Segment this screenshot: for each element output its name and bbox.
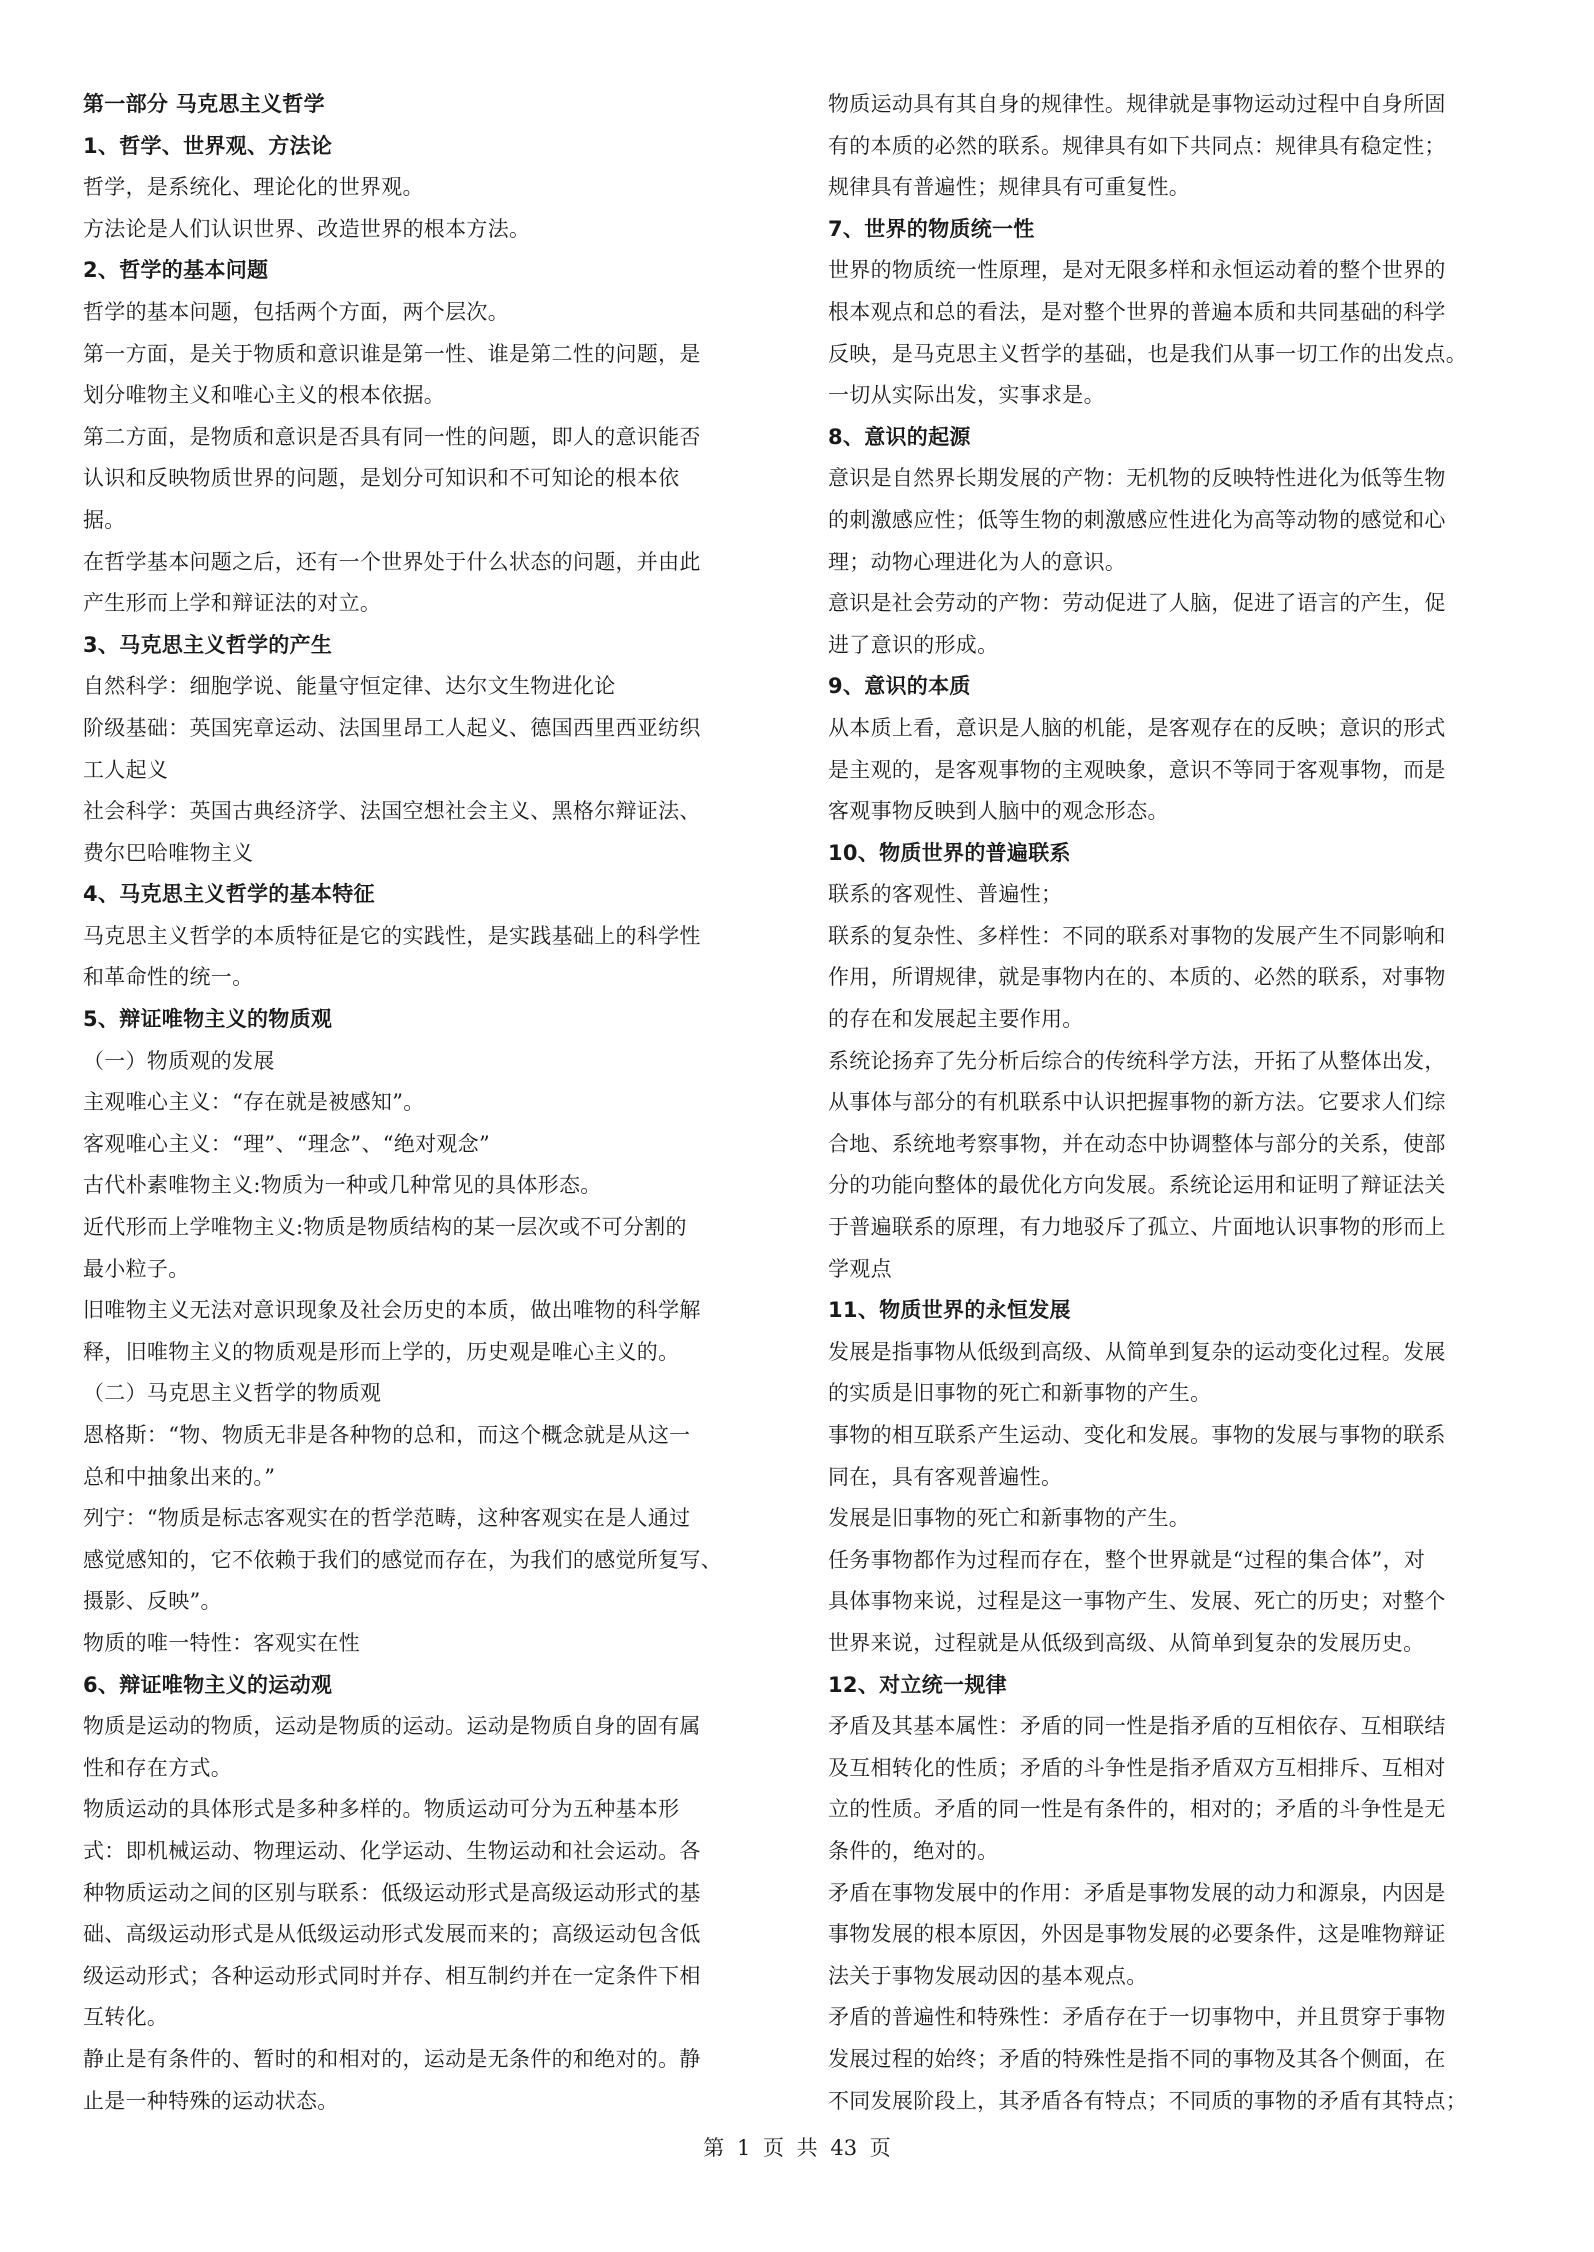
text-line: 意识是社会劳动的产物：劳动促进了人脑，促进了语言的产生，促 [828, 591, 1446, 616]
section-heading: 1、哲学、世界观、方法论 [83, 133, 333, 158]
text-line: 客观唯心主义：“理”、“理念”、“绝对观念” [83, 1131, 491, 1156]
text-line: 同在，具有客观普遍性。 [828, 1464, 1063, 1489]
text-line: 反映，是马克思主义哲学的基础，也是我们从事一切工作的出发点。 [828, 341, 1467, 366]
text-line: 根本观点和总的看法，是对整个世界的普遍本质和共同基础的科学 [828, 299, 1446, 324]
text-line: 静止是有条件的、暂时的和相对的，运动是无条件的和绝对的。静 [83, 2046, 701, 2071]
text-line: 互转化。 [83, 2005, 169, 2030]
text-line: 恩格斯：“物、物质无非是各种物的总和，而这个概念就是从这一 [83, 1423, 691, 1447]
text-line: 旧唯物主义无法对意识现象及社会历史的本质，做出唯物的科学解 [83, 1298, 701, 1323]
section-heading: 11、物质世界的永恒发展 [828, 1298, 1071, 1323]
section-heading: 9、意识的本质 [828, 674, 971, 699]
text-line: 和革命性的统一。 [83, 965, 254, 990]
right-column [828, 84, 1523, 2122]
text-line: 摄影、反映”。 [83, 1589, 222, 1614]
text-line: 不同发展阶段上，其矛盾各有特点；不同质的事物的矛盾有其特点； [828, 2088, 1467, 2113]
text-line: 哲学的基本问题，包括两个方面，两个层次。 [83, 299, 509, 324]
text-line: 及互相转化的性质；矛盾的斗争性是指矛盾双方互相排斥、互相对 [828, 1755, 1446, 1780]
section-heading: 10、物质世界的普遍联系 [828, 840, 1071, 865]
text-line: 近代形而上学唯物主义:物质是物质结构的某一层次或不可分割的 [83, 1215, 687, 1240]
text-line: 马克思主义哲学的本质特征是它的实践性，是实践基础上的科学性 [83, 923, 701, 948]
text-line: 规律具有普遍性；规律具有可重复性。 [828, 175, 1191, 200]
text-line: 意识是自然界长期发展的产物：无机物的反映特性进化为低等生物 [828, 466, 1446, 491]
text-line: 合地、系统地考察事物，并在动态中协调整体与部分的关系，使部 [828, 1131, 1446, 1156]
text-line: 释，旧唯物主义的物质观是形而上学的，历史观是唯心主义的。 [83, 1339, 680, 1364]
text-line: 矛盾及其基本属性：矛盾的同一性是指矛盾的互相依存、互相联结 [828, 1714, 1446, 1739]
text-line: 级运动形式；各种运动形式同时并存、相互制约并在一定条件下相 [83, 1963, 701, 1988]
text-line: 产生形而上学和辩证法的对立。 [83, 591, 382, 616]
text-line: 是主观的，是客观事物的主观映象，意识不等同于客观事物，而是 [828, 757, 1446, 782]
text-line: 世界来说，过程就是从低级到高级、从简单到复杂的发展历史。 [828, 1630, 1425, 1655]
text-line: 作用，所谓规律，就是事物内在的、本质的、必然的联系，对事物 [828, 965, 1446, 990]
page-footer: 第 1 页 共 43 页 [703, 2136, 891, 2160]
text-line: 任务事物都作为过程而存在，整个世界就是“过程的集合体”，对 [828, 1547, 1426, 1572]
section-heading: 7、世界的物质统一性 [828, 216, 1035, 241]
text-line: 法关于事物发展动因的基本观点。 [828, 1963, 1148, 1988]
text-line: 自然科学：细胞学说、能量守恒定律、达尔文生物进化论 [83, 674, 616, 699]
text-line: 客观事物反映到人脑中的观念形态。 [828, 799, 1169, 824]
text-line: 一切从实际出发，实事求是。 [828, 383, 1105, 408]
text-line: （二）马克思主义哲学的物质观 [83, 1381, 382, 1406]
text-line: 止是一种特殊的运动状态。 [83, 2088, 339, 2113]
text-line: 矛盾的普遍性和特殊性：矛盾存在于一切事物中，并且贯穿于事物 [828, 2005, 1446, 2030]
text-line: 划分唯物主义和唯心主义的根本依据。 [83, 383, 446, 408]
text-line: 物质运动具有其自身的规律性。规律就是事物运动过程中自身所固 [828, 92, 1446, 116]
text-line: 有的本质的必然的联系。规律具有如下共同点：规律具有稳定性； [828, 133, 1446, 158]
text-line: 式：即机械运动、物理运动、化学运动、生物运动和社会运动。各 [83, 1838, 701, 1863]
section-heading: 4、马克思主义哲学的基本特征 [83, 882, 375, 907]
text-line: 事物的相互联系产生运动、变化和发展。事物的发展与事物的联系 [828, 1423, 1446, 1447]
text-line: 事物发展的根本原因，外因是事物发展的必要条件，这是唯物辩证 [828, 1922, 1446, 1947]
section-heading: 5、辩证唯物主义的物质观 [83, 1007, 333, 1032]
text-line: 物质是运动的物质，运动是物质的运动。运动是物质自身的固有属 [83, 1714, 701, 1739]
text-line: 认识和反映物质世界的问题，是划分可知识和不可知论的根本依 [83, 466, 680, 491]
section-heading: 6、辩证唯物主义的运动观 [83, 1672, 333, 1697]
text-line: 发展过程的始终；矛盾的特殊性是指不同的事物及其各个侧面，在 [828, 2046, 1446, 2071]
text-line: 工人起义 [83, 757, 169, 782]
text-line: 的刺激感应性；低等生物的刺激感应性进化为高等动物的感觉和心 [828, 507, 1446, 532]
text-line: 发展是指事物从低级到高级、从简单到复杂的运动变化过程。发展 [828, 1339, 1446, 1364]
text-line: 具体事物来说，过程是这一事物产生、发展、死亡的历史；对整个 [828, 1589, 1446, 1614]
text-line: 的实质是旧事物的死亡和新事物的产生。 [828, 1381, 1212, 1406]
text-line: 进了意识的形成。 [828, 632, 999, 657]
text-line: 费尔巴哈唯物主义 [83, 840, 254, 865]
text-line: 从本质上看，意识是人脑的机能，是客观存在的反映；意识的形式 [828, 715, 1446, 740]
text-line: 性和存在方式。 [83, 1755, 233, 1780]
text-line: 古代朴素唯物主义:物质为一种或几种常见的具体形态。 [83, 1173, 602, 1198]
section-heading: 2、哲学的基本问题 [83, 258, 269, 283]
section-heading: 8、意识的起源 [828, 424, 971, 449]
text-line: 学观点 [828, 1256, 892, 1281]
text-line: 列宁：“物质是标志客观实在的哲学范畴，这种客观实在是人通过 [83, 1506, 691, 1531]
text-line: 分的功能向整体的最优化方向发展。系统论运用和证明了辩证法关 [828, 1173, 1446, 1198]
text-line: 种物质运动之间的区别与联系：低级运动形式是高级运动形式的基 [83, 1880, 701, 1905]
text-line: 阶级基础：英国宪章运动、法国里昂工人起义、德国西里西亚纺织 [83, 715, 701, 740]
text-line: 理；动物心理进化为人的意识。 [828, 549, 1127, 574]
text-line: 物质的唯一特性：客观实在性 [83, 1630, 360, 1655]
text-line: 主观唯心主义：“存在就是被感知”。 [83, 1090, 425, 1115]
text-line: 第二方面，是物质和意识是否具有同一性的问题，即人的意识能否 [83, 424, 701, 449]
text-line: 最小粒子。 [83, 1256, 190, 1281]
text-line: 于普遍联系的原理，有力地驳斥了孤立、片面地认识事物的形而上 [828, 1215, 1446, 1240]
text-line: 方法论是人们认识世界、改造世界的根本方法。 [83, 216, 531, 241]
text-line: 社会科学：英国古典经济学、法国空想社会主义、黑格尔辩证法、 [83, 799, 701, 824]
text-line: 从事体与部分的有机联系中认识把握事物的新方法。它要求人们综 [828, 1090, 1446, 1115]
text-line: 联系的客观性、普遍性； [828, 882, 1063, 907]
text-line: 哲学，是系统化、理论化的世界观。 [83, 175, 424, 200]
text-line: 物质运动的具体形式是多种多样的。物质运动可分为五种基本形 [83, 1797, 680, 1822]
section-heading: 第一部分 马克思主义哲学 [83, 92, 325, 116]
text-line: 的存在和发展起主要作用。 [828, 1007, 1084, 1032]
text-line: 矛盾在事物发展中的作用：矛盾是事物发展的动力和源泉，内因是 [828, 1880, 1446, 1905]
text-line: 第一方面，是关于物质和意识谁是第一性、谁是第二性的问题，是 [83, 341, 701, 366]
text-line: 立的性质。矛盾的同一性是有条件的，相对的；矛盾的斗争性是无 [828, 1797, 1446, 1822]
text-line: （一）物质观的发展 [83, 1048, 275, 1073]
text-line: 据。 [83, 507, 126, 532]
text-line: 条件的，绝对的。 [828, 1838, 999, 1863]
text-line: 世界的物质统一性原理，是对无限多样和永恒运动着的整个世界的 [828, 258, 1446, 283]
text-line: 在哲学基本问题之后，还有一个世界处于什么状态的问题，并由此 [83, 549, 701, 574]
text-line: 联系的复杂性、多样性：不同的联系对事物的发展产生不同影响和 [828, 923, 1446, 948]
section-heading: 3、马克思主义哲学的产生 [83, 632, 333, 657]
text-line: 系统论扬弃了先分析后综合的传统科学方法，开拓了从整体出发， [828, 1048, 1446, 1073]
text-line: 发展是旧事物的死亡和新事物的产生。 [828, 1506, 1191, 1531]
text-line: 总和中抽象出来的。” [83, 1464, 276, 1489]
left-column [83, 84, 783, 2122]
section-heading: 12、对立统一规律 [828, 1672, 1007, 1697]
text-line: 感觉感知的，它不依赖于我们的感觉而存在，为我们的感觉所复写、 [83, 1547, 722, 1572]
text-line: 础、高级运动形式是从低级运动形式发展而来的；高级运动包含低 [83, 1922, 701, 1947]
